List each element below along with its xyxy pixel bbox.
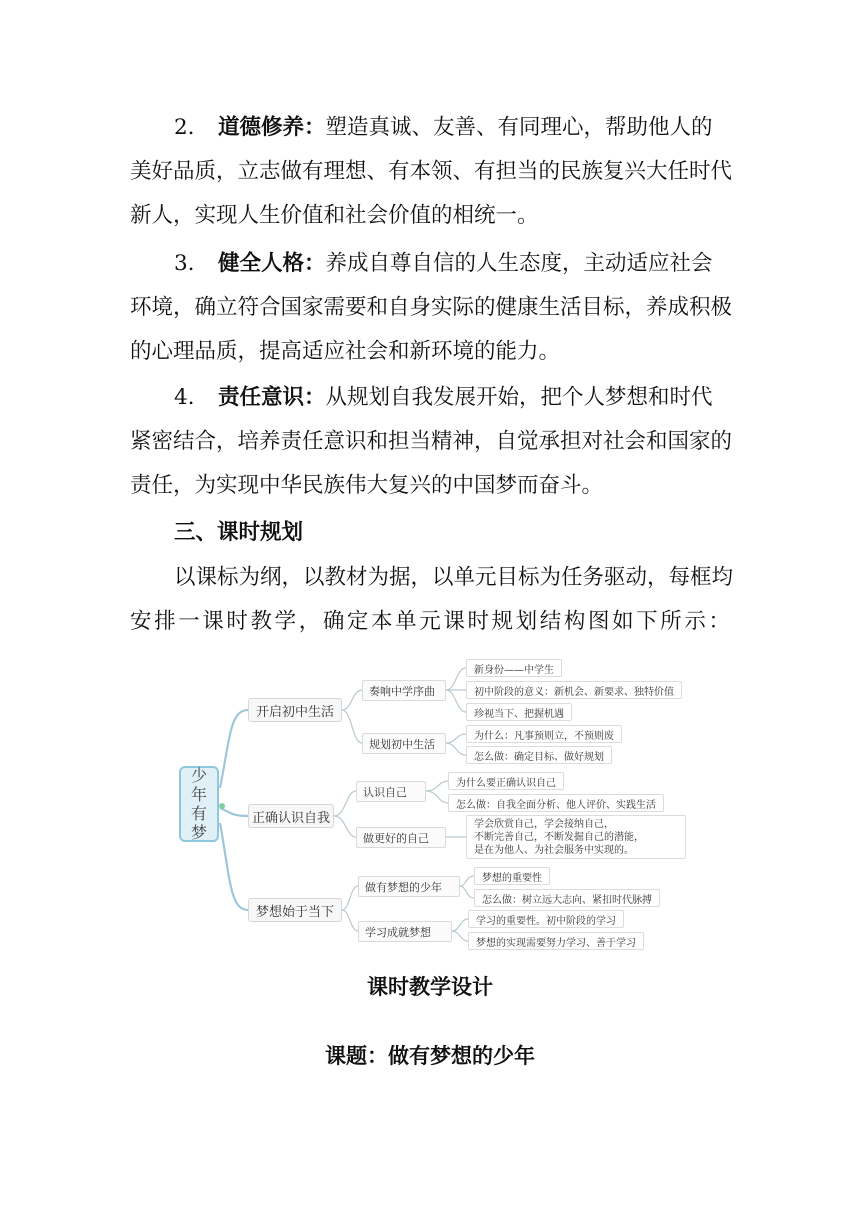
mind-map-node: 开启初中生活: [248, 698, 342, 722]
section-2-line-2: 美好品质，立志做有理想、有本领、有担当的民族复兴大任时代: [130, 159, 733, 184]
root-char: 有: [190, 804, 207, 823]
root-char: 年: [190, 785, 207, 804]
section-number: 4.: [174, 385, 195, 410]
root-char: 少: [190, 766, 207, 785]
section-number: 3.: [174, 251, 195, 276]
section-4-line-3: 责任，为实现中华民族伟大复兴的中国梦而奋斗。: [130, 473, 604, 498]
mind-map-node: 奏响中学序曲: [362, 680, 446, 701]
section-2-line-1: [174, 113, 713, 143]
section-4-line-2: 紧密结合，培养责任意识和担当精神，自觉承担对社会和国家的: [130, 429, 733, 454]
mind-map-node: 规划初中生活: [362, 733, 446, 754]
mind-map-node: 正确认识自我: [248, 804, 334, 828]
mind-map-node: 珍视当下、把握机遇: [466, 703, 572, 721]
lesson-title: 课题：做有梦想的少年: [325, 1044, 535, 1068]
section-text: 从规划自我发展开始，把个人梦想和时代: [325, 385, 713, 410]
intro-line-1: 以课标为纲，以教材为据，以单元目标为任务驱动，每框均: [174, 565, 734, 590]
mind-map-node: 为什么：凡事预则立，不预则废: [466, 725, 622, 743]
section-3-line-2: 环境，确立符合国家需要和自身实际的健康生活目标，养成积极: [130, 295, 733, 320]
mind-map-node: 梦想始于当下: [248, 898, 342, 922]
section-3-line-3: 的心理品质，提高适应社会和新环境的能力。: [130, 339, 561, 364]
mind-map-node: 怎么做：自我全面分析、他人评价、实践生活: [448, 794, 664, 812]
root-char: 梦: [190, 823, 207, 842]
section-4-line-1: [174, 383, 713, 413]
section-title: 健全人格：: [218, 251, 326, 276]
mind-map-node: 梦想的重要性: [474, 867, 550, 885]
section-heading: 三、课时规划: [174, 520, 304, 545]
lesson-plan-mind-map: [170, 648, 730, 958]
mind-map-node: 梦想的实现需要努力学习、善于学习: [468, 932, 644, 950]
mind-map-node: 做有梦想的少年: [358, 876, 460, 897]
section-text: 塑造真诚、友善、有同理心，帮助他人的: [325, 115, 713, 140]
node-line: 学会欣赏自己，学会接纳自己，: [474, 818, 614, 830]
mind-map-node: 初中阶段的意义：新机会、新要求、独特价值: [466, 681, 682, 699]
mind-map-node: 学习成就梦想: [358, 921, 452, 942]
design-title: 课时教学设计: [367, 975, 493, 999]
mind-map-node: 认识自己: [356, 781, 426, 802]
mind-map-root: [179, 766, 219, 842]
section-2-line-3: 新人，实现人生价值和社会价值的相统一。: [130, 203, 539, 228]
intro-line-2: 安排一课时教学，确定本单元课时规划结构图如下所示：: [130, 609, 730, 634]
mind-map-node: 怎么做：树立远大志向、紧扣时代脉搏: [474, 889, 660, 907]
mind-map-node: 新身份——中学生: [466, 659, 562, 677]
mind-map-node: 学习的重要性。初中阶段的学习: [468, 910, 624, 928]
mind-map-node: [466, 815, 686, 859]
mind-map-node: 为什么要正确认识自己: [448, 772, 564, 790]
section-title: 责任意识：: [218, 385, 326, 410]
node-line: 不断完善自己，不断发掘自己的潜能，: [474, 831, 644, 843]
section-number: 2.: [174, 115, 195, 140]
section-3-line-1: [174, 249, 713, 279]
mind-map-node: 怎么做：确定目标、做好规划: [466, 746, 612, 764]
mind-map-node: 做更好的自己: [356, 827, 446, 848]
section-text: 养成自尊自信的人生态度，主动适应社会: [325, 251, 713, 276]
section-title: 道德修养：: [218, 115, 326, 140]
node-line: 是在为他人、为社会服务中实现的。: [474, 844, 634, 856]
